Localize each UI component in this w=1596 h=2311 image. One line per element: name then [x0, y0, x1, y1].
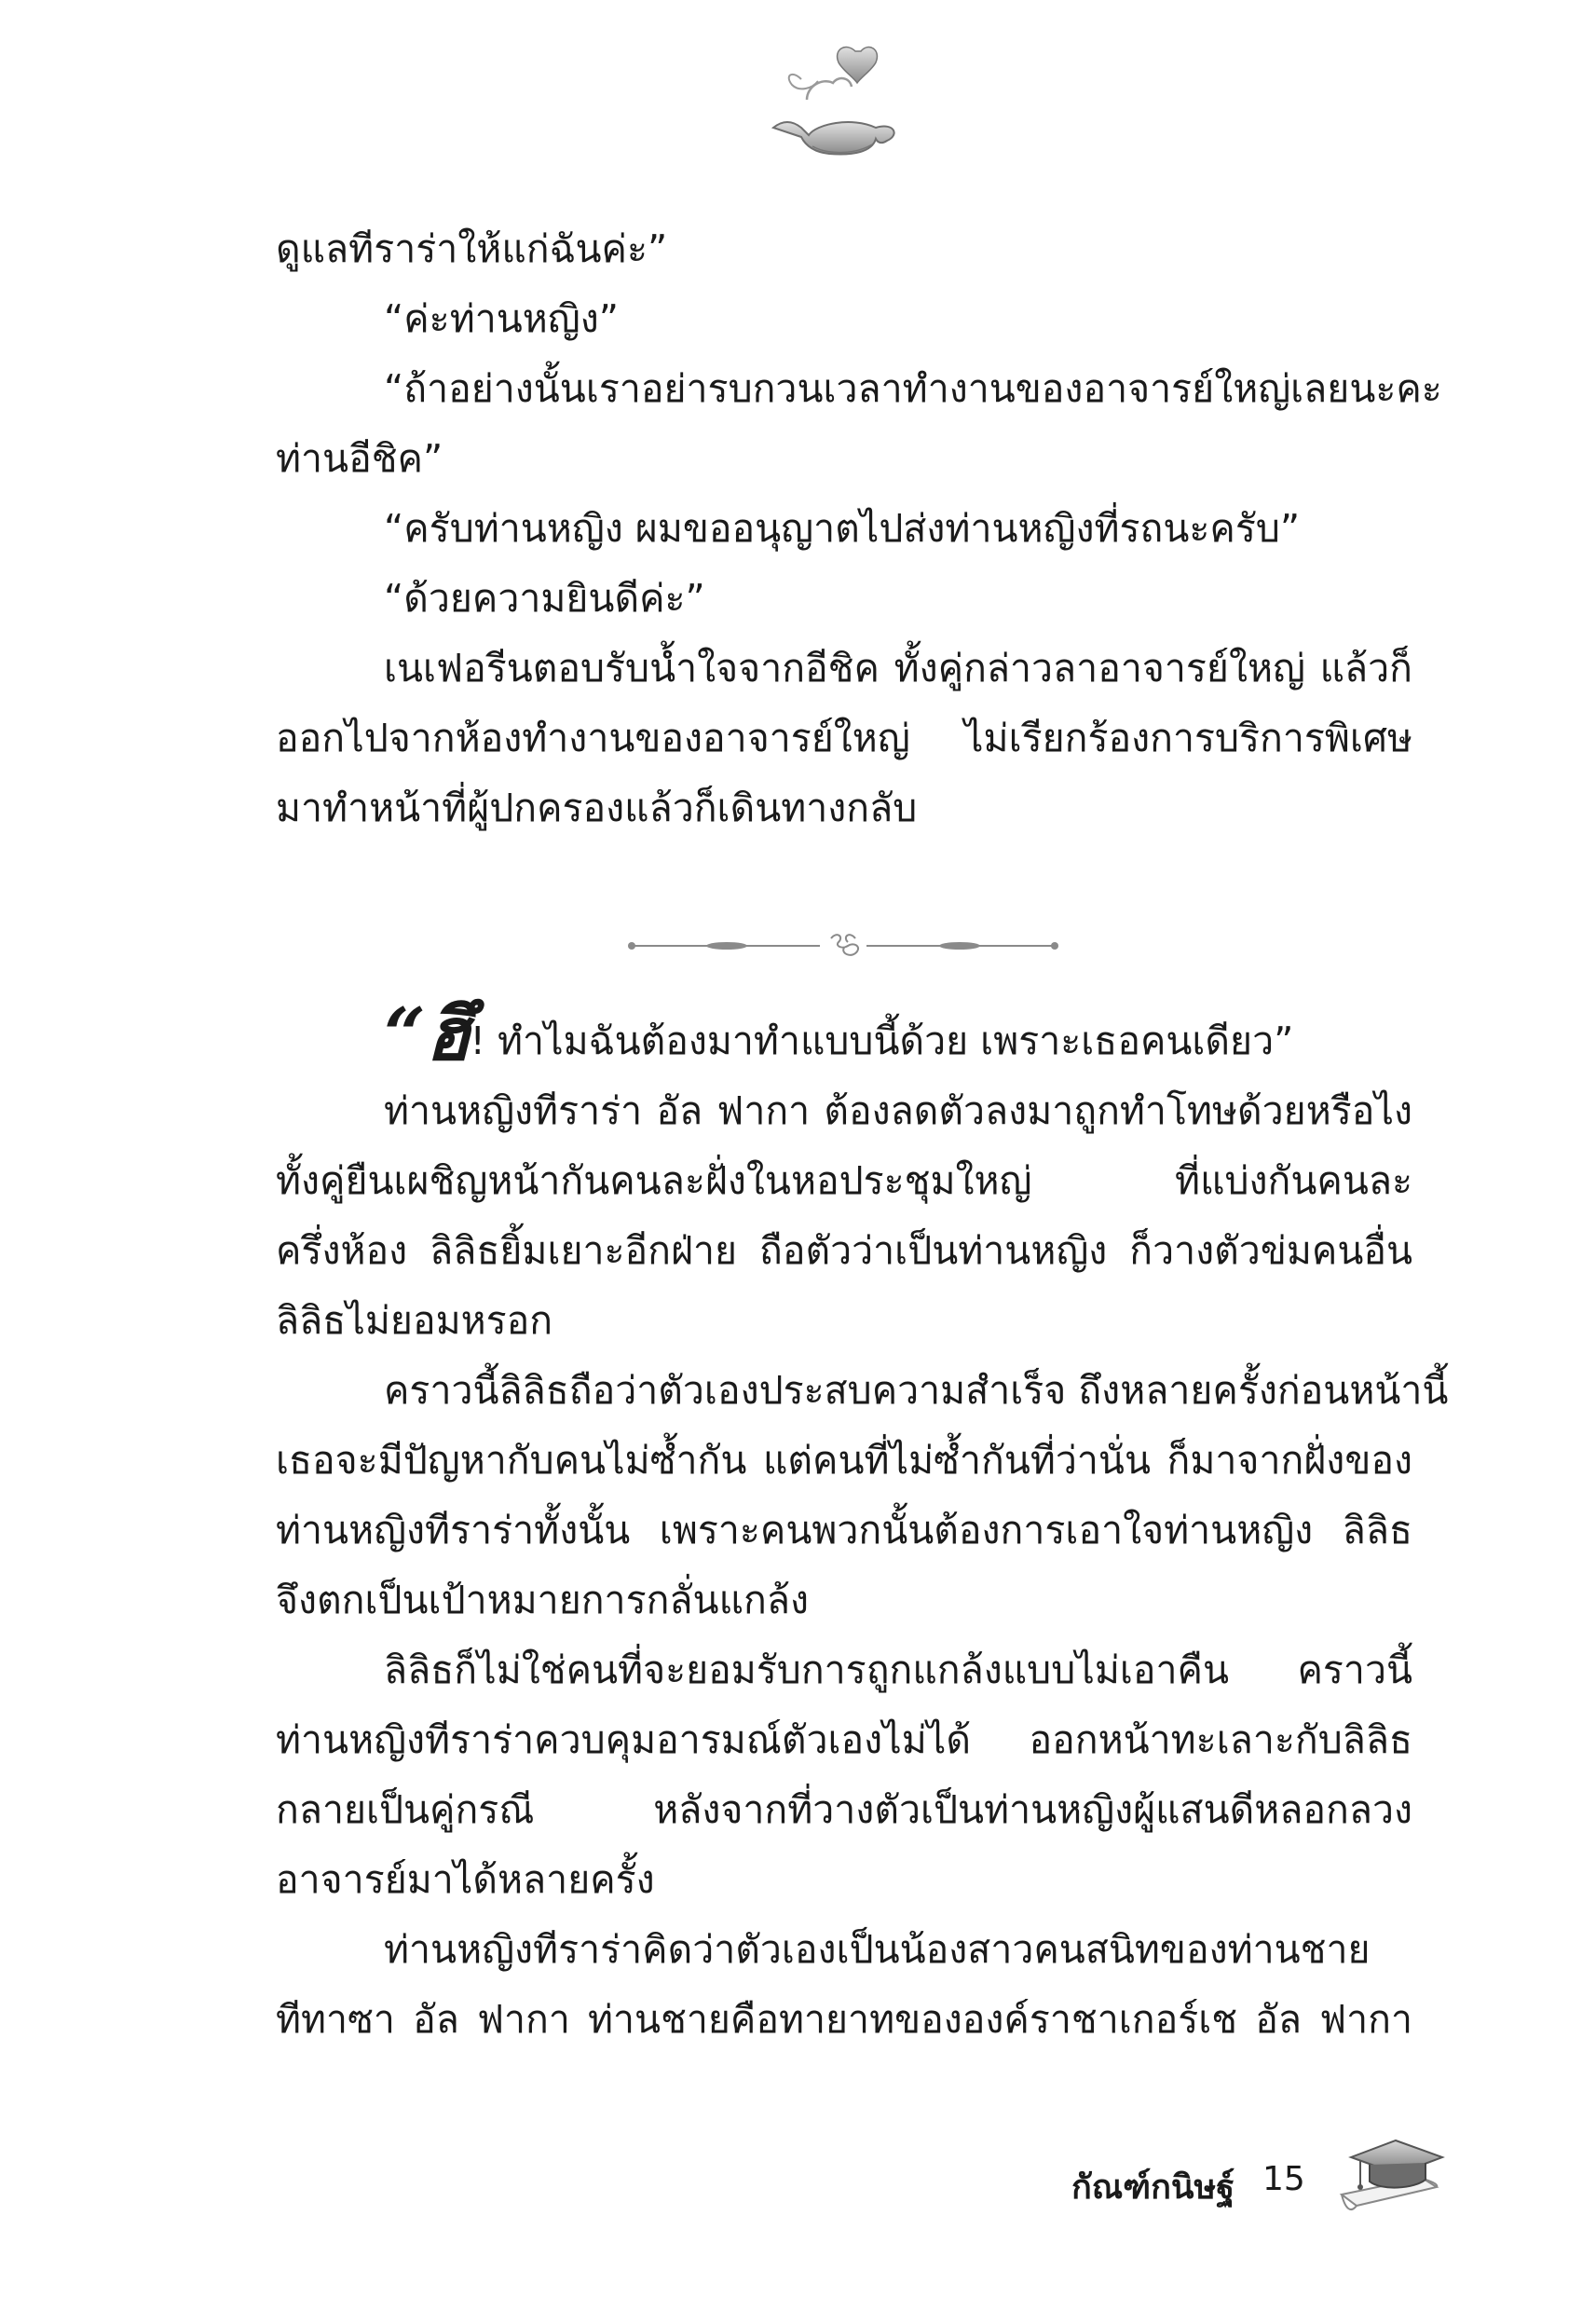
paragraph-line: ท่านหญิงทีราร่าทั้งนั้น เพราะคนพวกนั้นต้องการเอาใจท่านหญิง ลิลิธ	[276, 1508, 1412, 1552]
paragraph-line: ทีทาซา อัล ฟากา ท่านชายคือทายาทขององค์ราชาเกอร์เช อัล ฟากา	[276, 1997, 1412, 2042]
paragraph-line: “ครับท่านหญิง ผมขออนุญาตไปส่งท่านหญิงที่รถนะครับ”	[384, 506, 1301, 551]
graduation-cap-diploma-icon	[1332, 2129, 1453, 2222]
body-text-section-2	[276, 992, 1449, 2078]
paragraph-line: คราวนี้ลิลิธถือว่าตัวเองประสบความสำเร็จ ถึงหลายครั้งก่อนหน้านี้	[384, 1368, 1449, 1413]
body-text-section-1	[276, 214, 1442, 885]
paragraph-line: ท่านหญิงทีราร่า อัล ฟากา ต้องลดตัวลงมาถูกทำโทษด้วยหรือไง	[384, 1088, 1412, 1133]
paragraph-line: ดูแลทีราร่าให้แก่ฉันค่ะ”	[276, 226, 668, 271]
flourish-divider-icon	[624, 927, 1062, 964]
paragraph-line: ท่านอีชิค”	[276, 436, 443, 481]
paragraph-line: จึงตกเป็นเป้าหมายการกลั่นแกล้ง	[276, 1578, 809, 1622]
paragraph-line: เนเฟอรีนตอบรับน้ำใจจากอีชิค ทั้งคู่กล่าวลาอาจารย์ใหญ่ แล้วก็	[384, 646, 1412, 691]
paragraph-line: “ด้วยความยินดีค่ะ”	[384, 576, 705, 621]
page-number: 15	[1262, 2160, 1305, 2198]
dropcap-word: “ฮึ	[384, 992, 471, 1077]
paragraph-line: ท่านหญิงทีราร่าคิดว่าตัวเองเป็นน้องสาวคนสนิทของท่านชาย	[384, 1927, 1371, 1972]
paragraph-line: อาจารย์มาได้หลายครั้ง	[276, 1857, 655, 1902]
paragraph-line: ครึ่งห้อง ลิลิธยิ้มเยาะอีกฝ่าย ถือตัวว่าเป็นท่านหญิง ก็วางตัวข่มคนอื่น	[276, 1228, 1412, 1273]
chapter-opening-line	[276, 992, 1412, 1077]
paragraph-line: ลิลิธไม่ยอมหรอก	[276, 1298, 553, 1343]
paragraph-line: ทั้งคู่ยืนเผชิญหน้ากันคนละฝั่งในหอประชุมใหญ่ ที่แบ่งกันคนละ	[276, 1158, 1412, 1203]
running-footer-title: กัณฑ์กนิษฐ์	[1071, 2168, 1235, 2207]
paragraph-line: ออกไปจากห้องทำงานของอาจารย์ใหญ่ ไม่เรียกร้องการบริการพิเศษ	[276, 716, 1412, 760]
paragraph-line: มาทำหน้าที่ผู้ปกครองแล้วก็เดินทางกลับ	[276, 786, 918, 830]
paragraph-line: กลายเป็นคู่กรณี หลังจากที่วางตัวเป็นท่านหญิงผู้แสนดีหลอกลวง	[276, 1787, 1412, 1832]
paragraph-line: เธอจะมีปัญหากับคนไม่ซ้ำกัน แต่คนที่ไม่ซ้ำกันที่ว่านั่น ก็มาจากฝั่งของ	[276, 1438, 1412, 1483]
paragraph-line: “ถ้าอย่างนั้นเราอย่ารบกวนเวลาทำงานของอาจารย์ใหญ่เลยนะคะ	[384, 366, 1442, 411]
opening-line-text: ! ทำไมฉันต้องมาทำแบบนี้ด้วย เพราะเธอคนเดียว”	[470, 1019, 1294, 1063]
paragraph-line: ท่านหญิงทีราร่าควบคุมอารมณ์ตัวเองไม่ได้ ออกหน้าทะเลาะกับลิลิธ	[276, 1717, 1412, 1762]
teapot-heart-ornament-icon	[764, 42, 904, 163]
paragraph-line: “ค่ะท่านหญิง”	[384, 296, 619, 341]
paragraph-line: ลิลิธก็ไม่ใช่คนที่จะยอมรับการถูกแกล้งแบบไม่เอาคืน คราวนี้	[384, 1648, 1412, 1692]
